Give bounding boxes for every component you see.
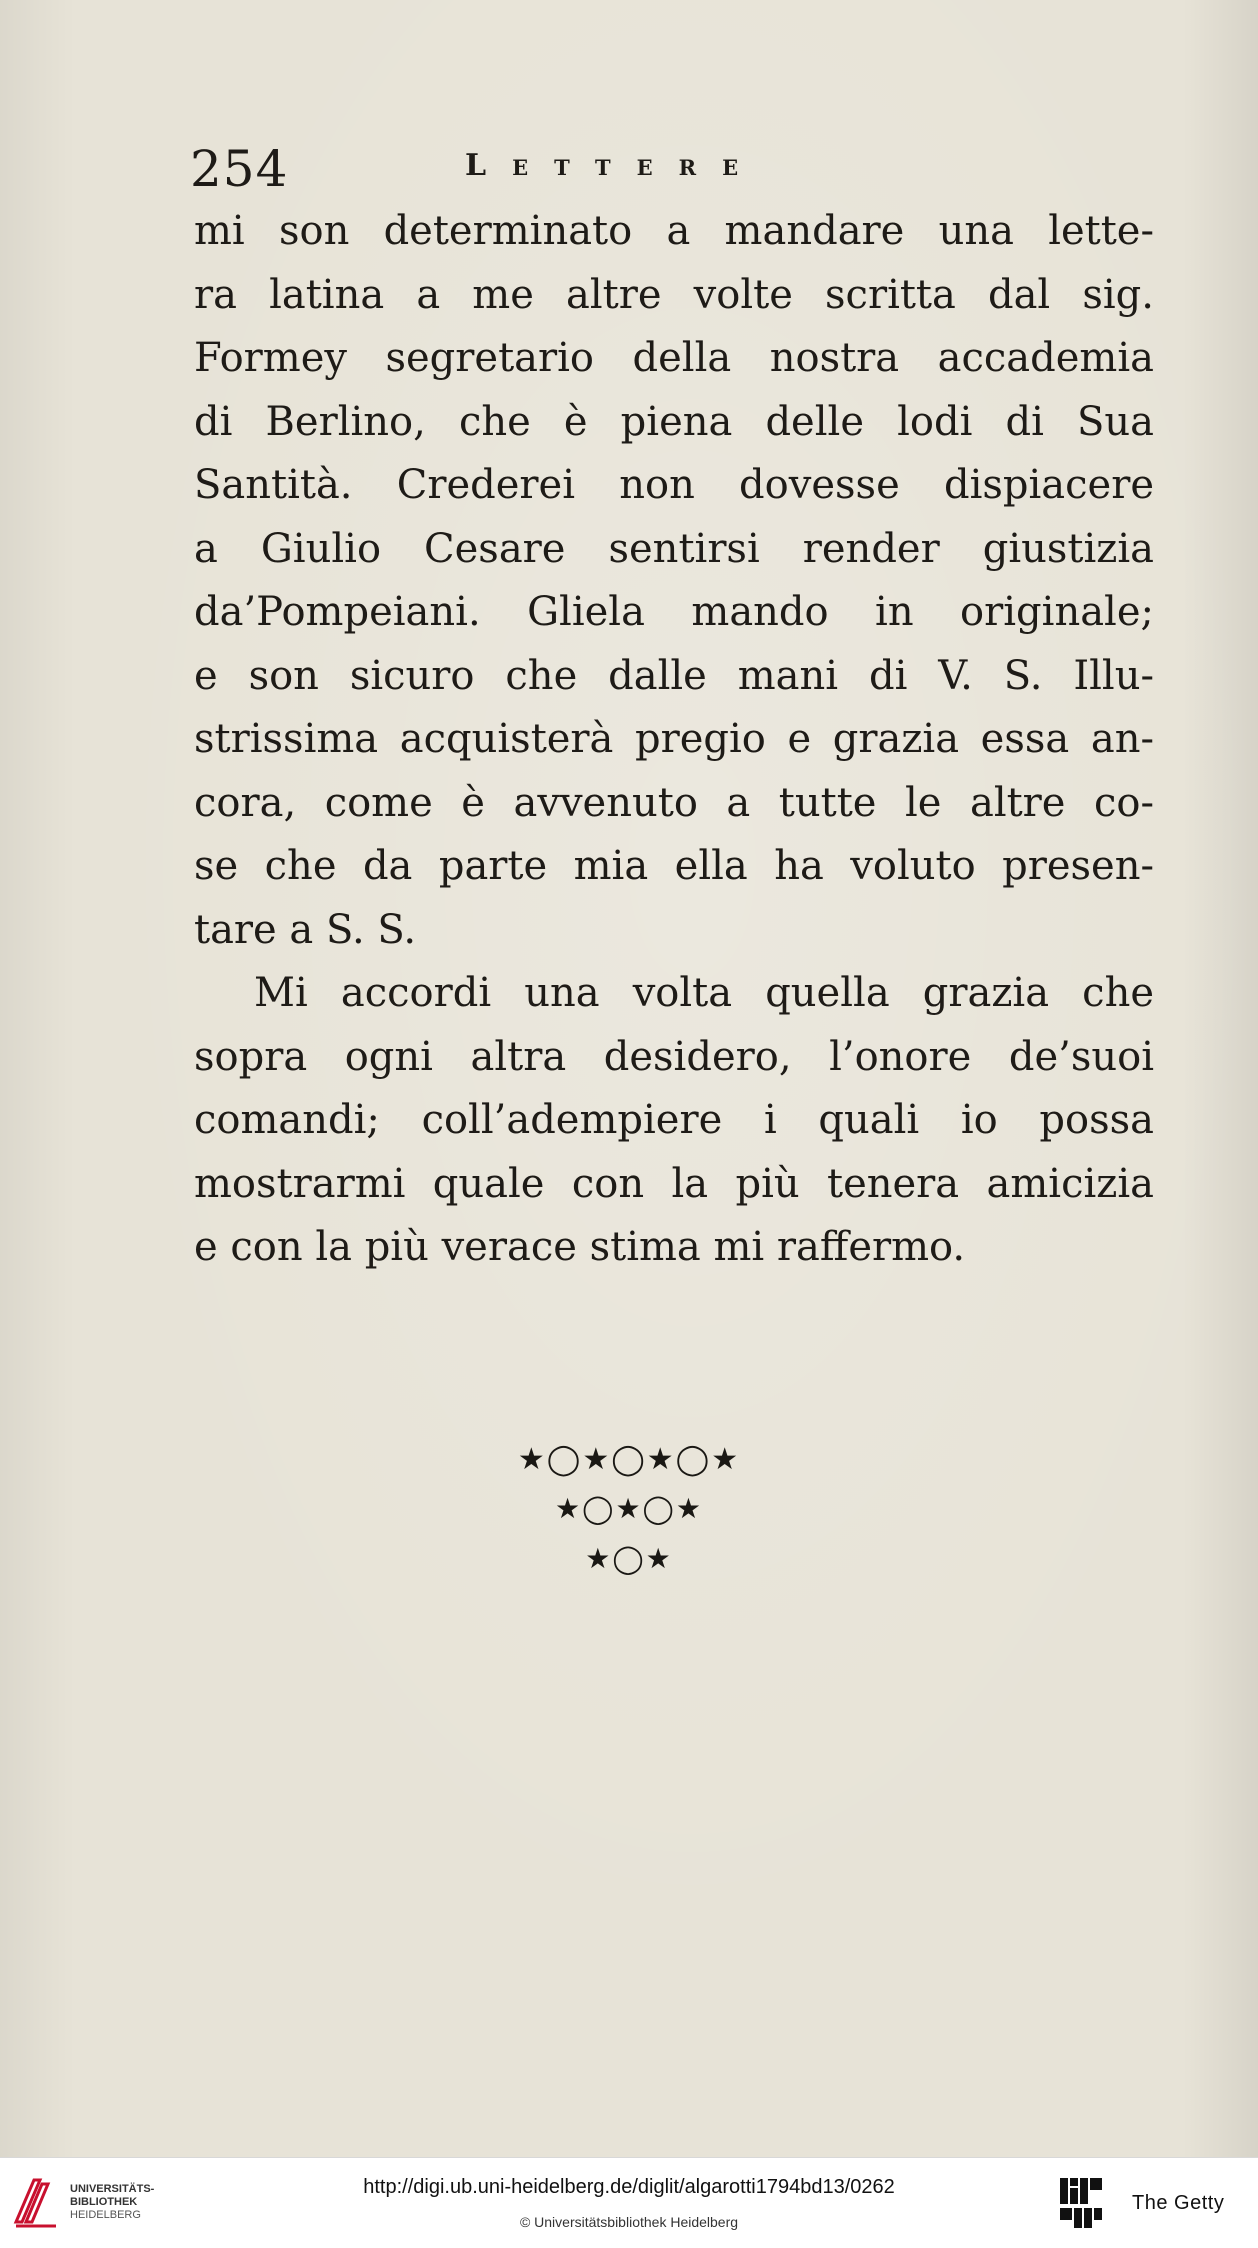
text-line: mi son determinato a mandare una lette- [194,208,1154,254]
library-name-text: UNIVERSITÄTS- BIBLIOTHEK [70,2183,155,2208]
end-ornament-row-1: ★◯★◯★◯★ [517,1442,741,1477]
getty-logo-icon [1058,2174,1108,2234]
end-ornament-row-2: ★◯★◯★ [555,1492,703,1525]
text-line: di Berlino, che è piena delle lodi di Sua [194,398,1154,445]
running-head [190,140,1150,200]
body-text [194,200,1154,1280]
text-line: sopra ogni altra desidero, l’onore de’suoi [194,1033,1154,1080]
page-number: 254 [190,140,289,198]
text-line: ra latina a me altre volte scritta dal sig. [194,271,1154,318]
text-line: Formey segretario della nostra accademia [194,335,1154,381]
copyright-notice: © Universitätsbibliothek Heidelberg [519,2214,739,2230]
text-line: cora, come è avvenuto a tutte le altre co- [194,779,1154,826]
running-head-title: Lettere [465,148,765,183]
text-line: se che da parte mia ella ha voluto presen- [194,843,1154,889]
library-city: HEIDELBERG [70,2209,141,2221]
permalink-url[interactable]: http://digi.ub.uni-heidelberg.de/diglit/algarotti1794bd13/0262 [363,2176,895,2198]
paragraph-start-line: Mi accordi una volta quella grazia che [254,970,1154,1016]
text-line: Santità. Crederei non dovesse dispiacere [194,462,1154,508]
text-line: e son sicuro che dalle mani di V. S. Illu- [194,652,1154,699]
text-line: comandi; coll’adempiere i quali io possa [194,1097,1154,1143]
text-line: da’Pompeiani. Gliela mando in originale; [194,589,1154,635]
viewer-footer [0,2157,1258,2248]
text-line: e con la più verace stima mi raffermo. [194,1224,966,1270]
text-line: tare a S. S. [194,906,417,953]
text-line: a Giulio Cesare sentirsi render giustizia [194,525,1154,572]
text-line: mostrarmi quale con la più tenera amicizia [194,1160,1154,1207]
text-line: strissima acquisterà pregio e grazia essa an- [194,716,1154,762]
end-ornament-row-3: ★◯★ [585,1542,673,1575]
getty-label: The Getty [1132,2192,1225,2214]
